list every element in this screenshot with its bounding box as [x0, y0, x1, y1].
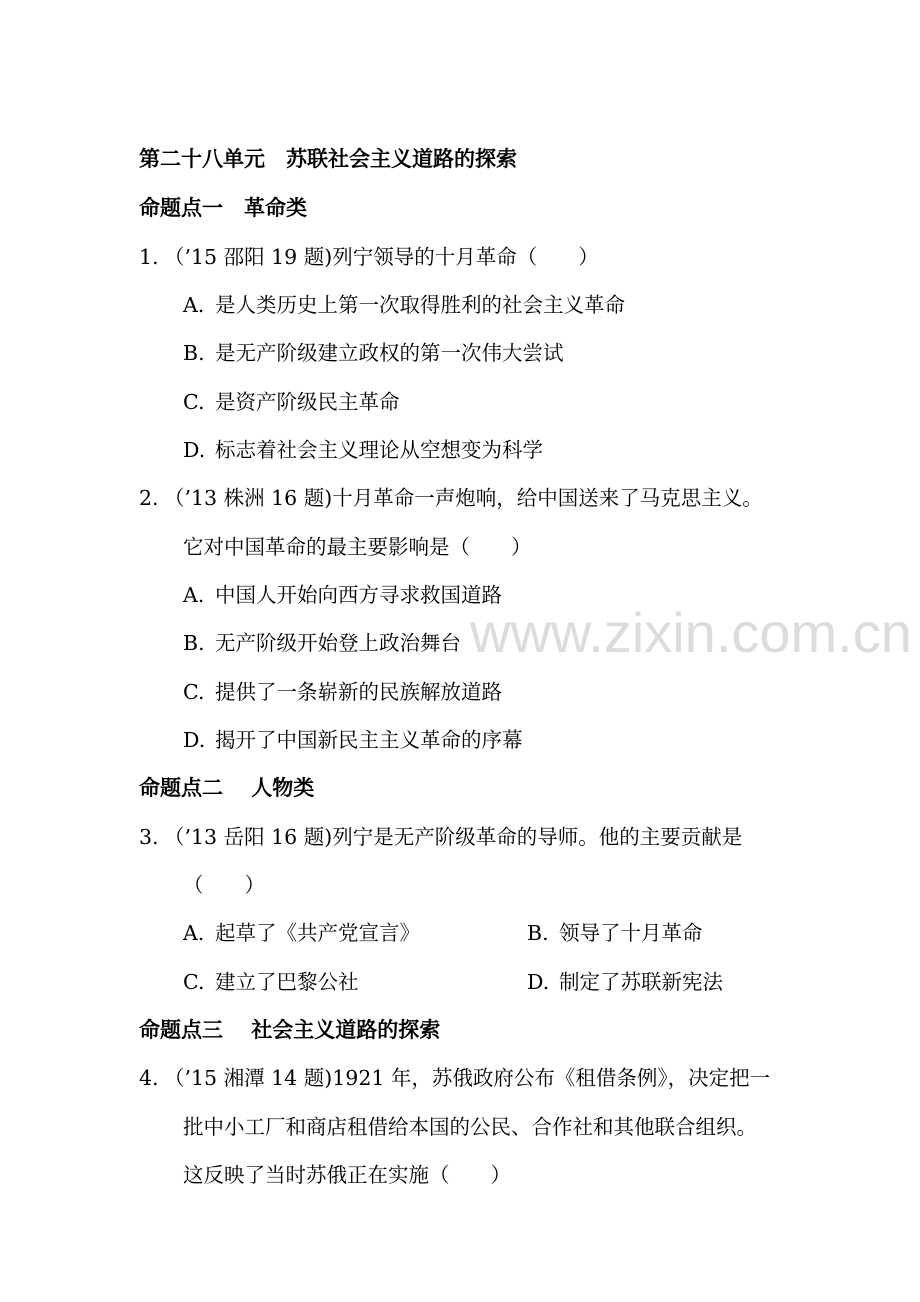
option-text-2a: 中国人开始向西方寻求救国道路 [215, 583, 502, 607]
option-label-3a: A. [183, 921, 205, 945]
option-label-1c: C. [183, 390, 205, 414]
option-text-1a: 是人类历史上第一次取得胜利的社会主义革命 [215, 293, 625, 317]
option-label-2c: C. [183, 680, 205, 704]
question-stem-3-line-1: （’13 岳阳 16 题)列宁是无产阶级革命的导师。他的主要贡献是 [164, 825, 743, 849]
section-heading-3: 命题点三 社会主义道路的探索 [139, 1018, 441, 1042]
option-text-3c: 建立了巴黎公社 [215, 970, 359, 994]
question-number-4: 4. [139, 1066, 159, 1090]
question-stem-4-line-1: （’15 湘潭 14 题)1921 年，苏俄政府公布《租借条例》，决定把一 [164, 1066, 771, 1090]
option-label-1d: D. [183, 438, 206, 462]
option-text-1d: 标志着社会主义理论从空想变为科学 [215, 438, 543, 462]
option-text-3a: 起草了《共产党宣言》 [215, 921, 420, 945]
unit-title: 第二十八单元 苏联社会主义道路的探索 [139, 147, 517, 171]
option-label-3c: C. [183, 970, 205, 994]
option-text-1b: 是无产阶级建立政权的第一次伟大尝试 [215, 341, 564, 365]
option-label-3d: D. [527, 970, 550, 994]
option-text-3d: 制定了苏联新宪法 [559, 970, 723, 994]
option-text-1c: 是资产阶级民主革命 [215, 390, 400, 414]
option-label-1a: A. [183, 293, 205, 317]
section-heading-1: 命题点一 革命类 [139, 196, 307, 220]
question-stem-4-line-2: 批中小工厂和商店租借给本国的公民、合作社和其他联合组织。 [183, 1115, 757, 1139]
question-stem-2-line-2: 它对中国革命的最主要影响是（ ） [183, 535, 532, 559]
option-text-3b: 领导了十月革命 [559, 921, 703, 945]
option-text-2b: 无产阶级开始登上政治舞台 [215, 631, 461, 655]
option-label-2a: A. [183, 583, 205, 607]
question-stem-2-line-1: （’13 株洲 16 题)十月革命一声炮响，给中国送来了马克思主义。 [164, 486, 763, 510]
option-label-1b: B. [183, 341, 205, 365]
section-heading-2: 命题点二 人物类 [139, 776, 315, 800]
question-stem-3-line-2: （ ） [183, 873, 265, 897]
question-number-1: 1. [139, 245, 159, 269]
option-text-2d: 揭开了中国新民主主义革命的序幕 [215, 728, 523, 752]
option-label-2b: B. [183, 631, 205, 655]
question-number-2: 2. [139, 486, 159, 510]
question-stem-4-line-3: 这反映了当时苏俄正在实施（ ） [183, 1163, 511, 1187]
option-label-2d: D. [183, 728, 206, 752]
question-number-3: 3. [139, 825, 159, 849]
question-stem-1: （’15 邵阳 19 题)列宁领导的十月革命（ ） [164, 245, 599, 269]
option-text-2c: 提供了一条崭新的民族解放道路 [215, 680, 502, 704]
watermark: www.zixin.com.cn [470, 601, 912, 664]
option-label-3b: B. [527, 921, 549, 945]
